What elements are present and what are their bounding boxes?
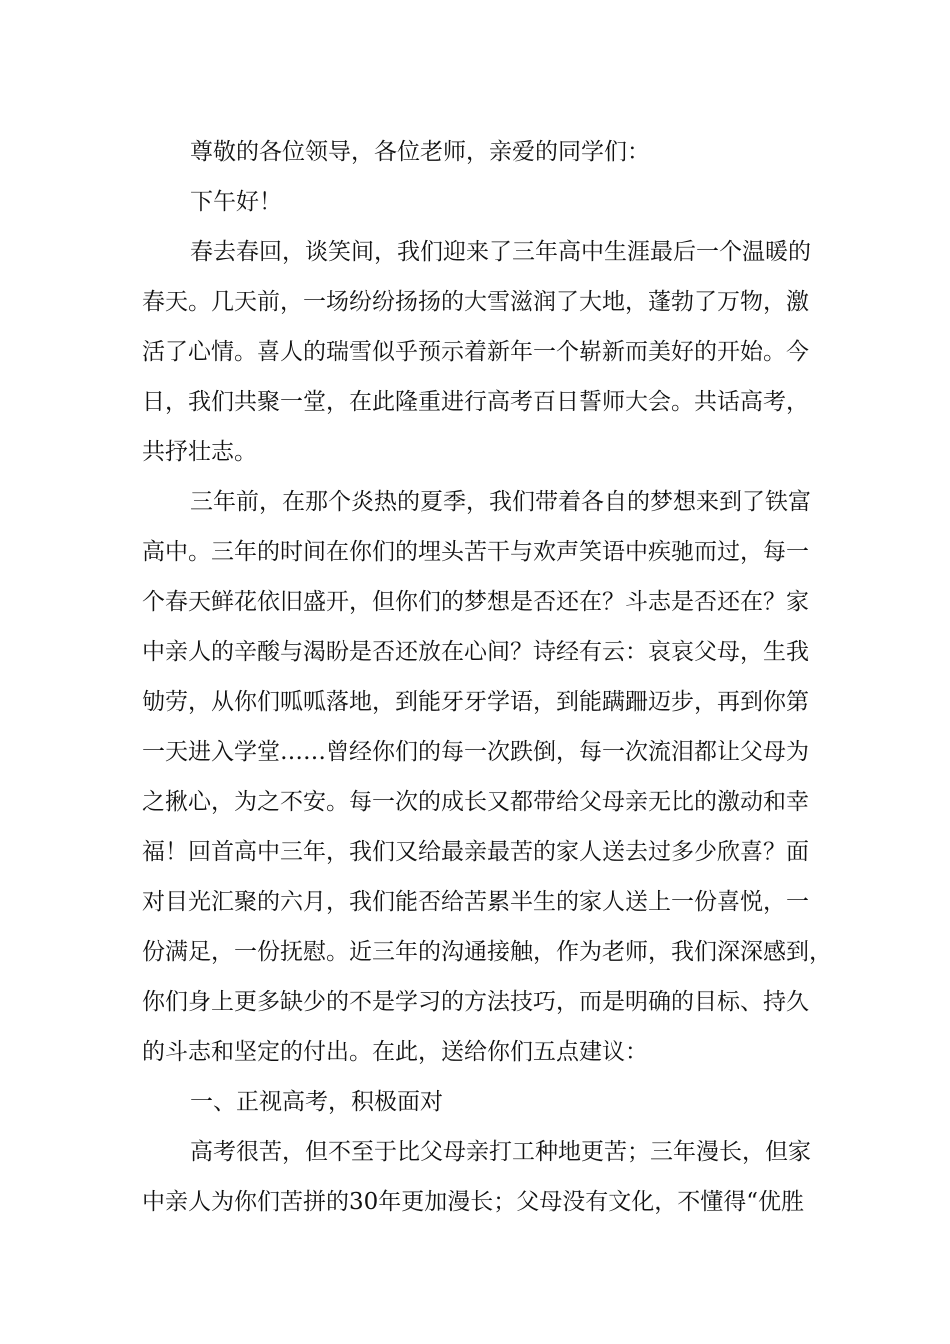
- text-line: 高中。三年的时间在你们的埋头苦干与欢声笑语中疾驰而过，每一: [142, 539, 809, 565]
- text-line: 高考很苦，但不至于比父母亲打工种地更苦；三年漫长，但家: [190, 1139, 811, 1165]
- greeting: 下午好！: [190, 189, 282, 215]
- text-line: 日，我们共聚一堂，在此隆重进行高考百日誓师大会。共话高考，: [142, 389, 809, 415]
- text-line: 之揪心，为之不安。每一次的成长又都带给父母亲无比的激动和幸: [142, 789, 809, 815]
- text-line: 福！回首高中三年，我们又给最亲最苦的家人送去过多少欣喜？面: [142, 839, 809, 865]
- text-line: 春天。几天前，一场纷纷扬扬的大雪滋润了大地，蓬勃了万物，激: [142, 289, 809, 315]
- text-line: 你们身上更多缺少的不是学习的方法技巧，而是明确的目标、持久: [142, 989, 809, 1015]
- text-line: 份满足，一份抚慰。近三年的沟通接触，作为老师，我们深深感到，: [142, 939, 832, 965]
- text-line: 对目光汇聚的六月，我们能否给苦累半生的家人送上一份喜悦，一: [142, 889, 809, 915]
- section-heading: 一、正视高考，积极面对: [190, 1089, 443, 1115]
- text-line: 三年前，在那个炎热的夏季，我们带着各自的梦想来到了铁富: [190, 489, 811, 515]
- text-line: 个春天鲜花依旧盛开，但你们的梦想是否还在？斗志是否还在？家: [142, 589, 809, 615]
- text-line: 活了心情。喜人的瑞雪似乎预示着新年一个崭新而美好的开始。今: [142, 339, 809, 365]
- salutation: 尊敬的各位领导，各位老师，亲爱的同学们：: [190, 139, 650, 165]
- text-line: 中亲人的辛酸与渴盼是否还放在心间？诗经有云：哀哀父母，生我: [142, 639, 809, 665]
- text-line: 共抒壮志。: [142, 439, 257, 465]
- text-line: 的斗志和坚定的付出。在此，送给你们五点建议：: [142, 1039, 648, 1065]
- text-line: 中亲人为你们苦拼的30年更加漫长；父母没有文化，不懂得“优胜: [142, 1189, 805, 1215]
- text-line: 劬劳，从你们呱呱落地，到能牙牙学语，到能蹒跚迈步，再到你第: [142, 689, 809, 715]
- text-line: 春去春回，谈笑间，我们迎来了三年高中生涯最后一个温暖的: [190, 239, 811, 265]
- text-line: 一天进入学堂……曾经你们的每一次跌倒，每一次流泪都让父母为: [142, 739, 809, 765]
